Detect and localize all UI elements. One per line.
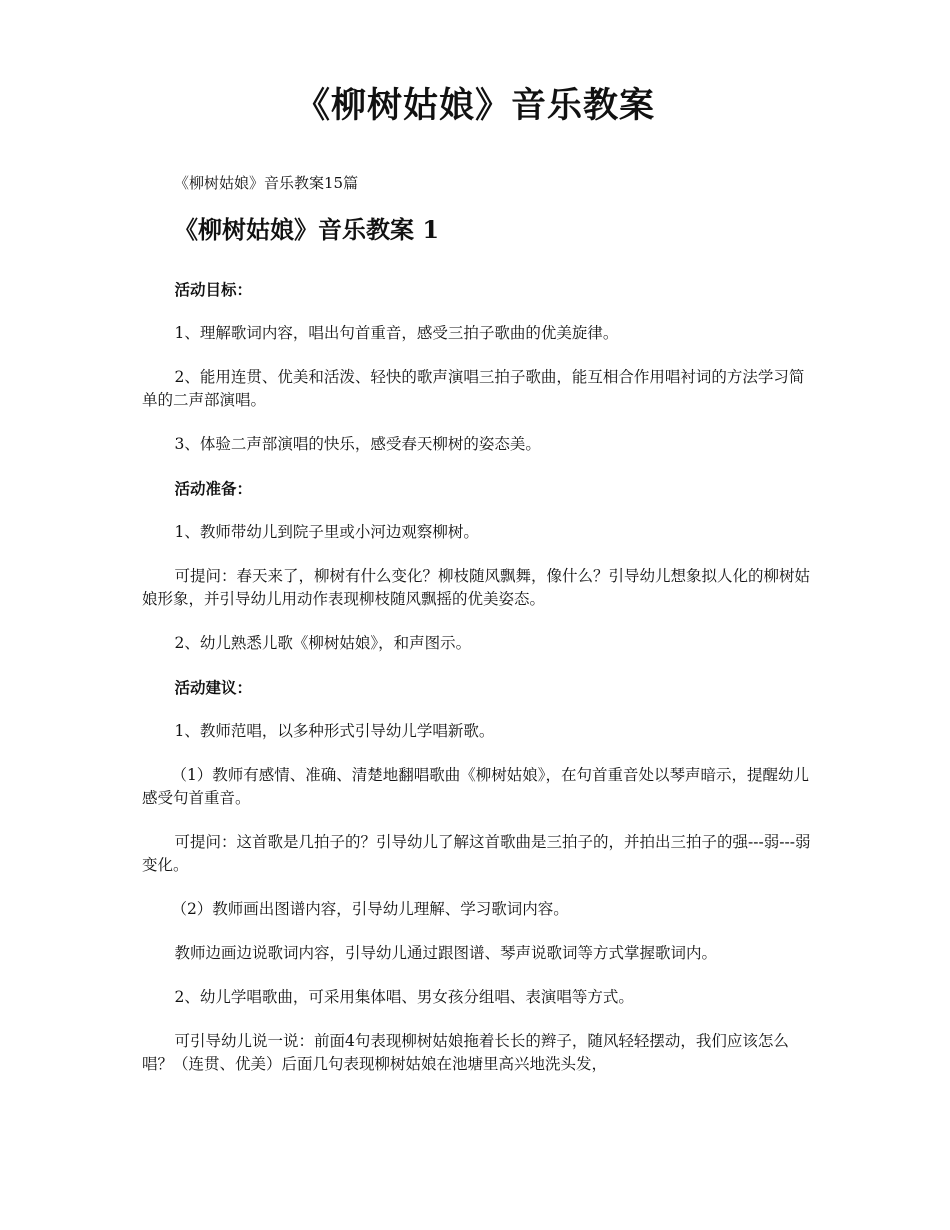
document-body xyxy=(142,278,814,1097)
heading-activity-suggestions: 活动建议： xyxy=(174,678,253,697)
paragraph: 教师边画边说歌词内容，引导幼儿通过跟图谱、琴声说歌词等方式掌握歌词内。 xyxy=(174,944,718,962)
paragraph: 可引导幼儿说一说：前面4句表现柳树姑娘拖着长长的辫子，随风轻轻摆动，我们应该怎么唱？（连贯、优美）后面几句表现柳树姑娘在池塘里高兴地洗头发， xyxy=(142,1032,789,1073)
paragraph: 2、幼儿熟悉儿歌《柳树姑娘》，和声图示。 xyxy=(174,634,472,652)
paragraph: 3、体验二声部演唱的快乐，感受春天柳树的姿态美。 xyxy=(174,435,541,453)
paragraph: 1、教师范唱，以多种形式引导幼儿学唱新歌。 xyxy=(174,722,495,740)
paragraph: 可提问：春天来了，柳树有什么变化？柳枝随风飘舞，像什么？引导幼儿想象拟人化的柳树姑娘形象，并引导幼儿用动作表现柳枝随风飘摇的优美姿态。 xyxy=(142,567,811,608)
section-title: 《柳树姑娘》音乐教案 1 xyxy=(174,215,440,244)
heading-activity-goals: 活动目标： xyxy=(174,280,253,299)
paragraph: （2）教师画出图谱内容，引导幼儿理解、学习歌词内容。 xyxy=(171,900,569,918)
paragraph: 可提问：这首歌是几拍子的？引导幼儿了解这首歌曲是三拍子的，并拍出三拍子的强---弱---弱变化。 xyxy=(142,833,811,874)
paragraph: 2、幼儿学唱歌曲，可采用集体唱、男女孩分组唱、表演唱等方式。 xyxy=(174,988,634,1006)
heading-activity-preparation: 活动准备： xyxy=(174,479,253,498)
paragraph: 2、能用连贯、优美和活泼、轻快的歌声演唱三拍子歌曲，能互相合作用唱衬词的方法学习简单的二声部演唱。 xyxy=(142,368,805,409)
paragraph: 1、教师带幼儿到院子里或小河边观察柳树。 xyxy=(174,523,479,541)
document-subtitle: 《柳树姑娘》音乐教案15篇 xyxy=(174,174,359,192)
paragraph: 1、理解歌词内容，唱出句首重音，感受三拍子歌曲的优美旋律。 xyxy=(174,324,619,342)
paragraph: （1）教师有感情、准确、清楚地翻唱歌曲《柳树姑娘》，在句首重音处以琴声暗示，提醒幼儿感受句首重音。 xyxy=(142,766,810,807)
document-title: 《柳树姑娘》音乐教案 xyxy=(294,85,655,126)
